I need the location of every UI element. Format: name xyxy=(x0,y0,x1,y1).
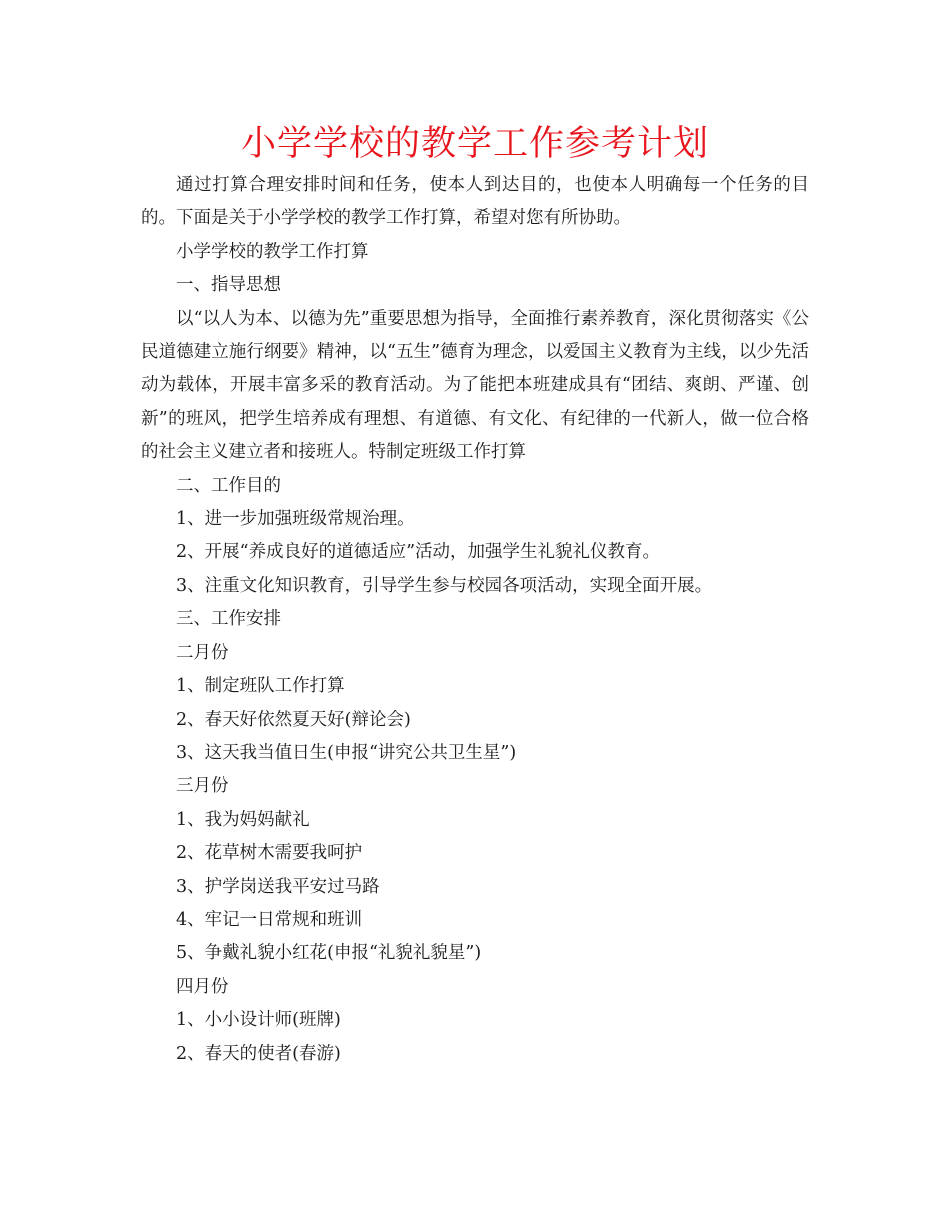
intro-paragraph: 通过打算合理安排时间和任务，使本人到达目的，也使本人明确每一个任务的目的。下面是关于小学学校的教学工作打算，希望对您有所协助。 xyxy=(141,175,809,229)
section-heading-work-arrangement: 三、工作安排 xyxy=(176,609,281,630)
month-heading-april: 四月份 xyxy=(176,976,229,997)
document-title: 小学学校的教学工作参考计划 xyxy=(240,124,709,164)
document-body xyxy=(141,169,809,1071)
list-item: 2、开展“养成良好的道德适应”活动，加强学生礼貌礼仪教育。 xyxy=(176,542,661,563)
plan-subtitle: 小学学校的教学工作打算 xyxy=(176,241,369,262)
list-item: 2、春天的使者(春游) xyxy=(176,1043,341,1064)
list-item: 1、制定班队工作打算 xyxy=(176,676,345,697)
list-item: 1、小小设计师(班牌) xyxy=(176,1010,341,1031)
list-item: 5、争戴礼貌小红花(申报“礼貌礼貌星”) xyxy=(176,943,482,964)
list-item: 1、我为妈妈献礼 xyxy=(176,809,310,830)
month-heading-february: 二月份 xyxy=(176,642,229,663)
list-item: 2、春天好依然夏天好(辩论会) xyxy=(176,709,411,730)
month-heading-march: 三月份 xyxy=(176,776,229,797)
guiding-thought-paragraph: 以“以人为本、以德为先”重要思想为指导，全面推行素养教育，深化贯彻落实《公民道德建立施行纲要》精神，以“五生”德育为理念，以爱国主义教育为主线，以少先活动为载体，开展丰富多采的教育活动。为了能把本班建成具有“团结、爽朗、严谨、创新”的班风，把学生培养成有理想、有道德、有文化、有纪律的一代新人，做一位合格的社会主义建立者和接班人。特制定班级工作打算 xyxy=(141,308,809,463)
section-heading-guiding-thought: 一、指导思想 xyxy=(176,275,281,296)
list-item: 3、护学岗送我平安过马路 xyxy=(176,876,380,897)
list-item: 3、注重文化知识教育，引导学生参与校园各项活动，实现全面开展。 xyxy=(176,575,713,596)
list-item: 1、进一步加强班级常规治理。 xyxy=(176,509,415,530)
list-item: 2、花草树木需要我呵护 xyxy=(176,843,363,864)
section-heading-work-goals: 二、工作目的 xyxy=(176,475,281,496)
list-item: 3、这天我当值日生(申报“讲究公共卫生星”) xyxy=(176,742,517,763)
list-item: 4、牢记一日常规和班训 xyxy=(176,909,363,930)
